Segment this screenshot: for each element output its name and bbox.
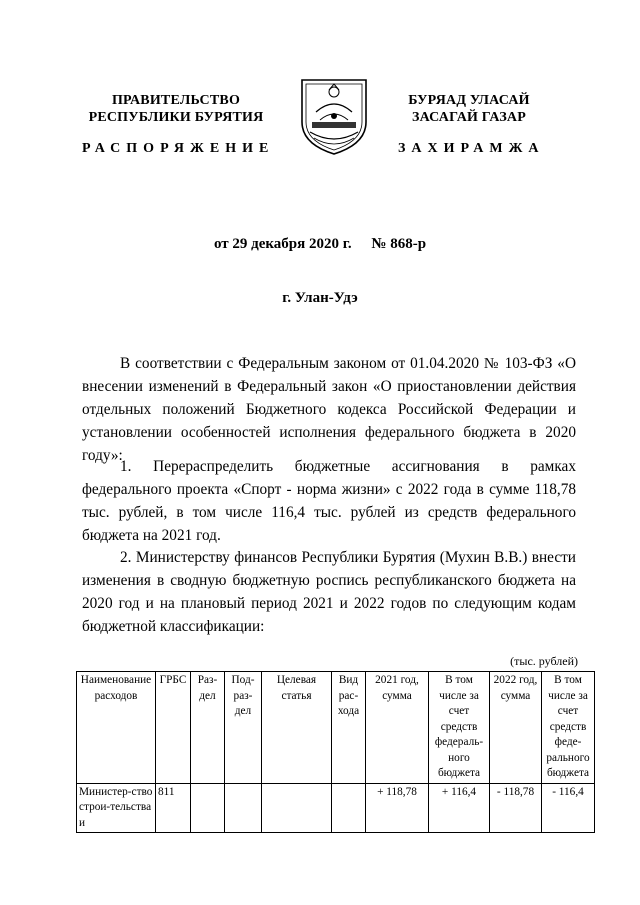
document-number: № 868-р [371,236,427,252]
header-2021-fed: В том числе за счет средств федераль-ного бюджета [429,672,490,784]
cell-name: Министер-ство строи-тельства и [77,783,156,833]
header-2021: 2021 год, сумма [366,672,429,784]
cell-2021-fed: + 116,4 [429,783,490,833]
order-title-buryat: ЗАХИРАМЖА [398,141,545,156]
cell-2022: - 118,78 [490,783,542,833]
budget-table [76,671,595,833]
table-row [77,783,595,833]
header-name: Наименование расходов [77,672,156,784]
clause-1-paragraph: 1. Перераспределить бюджетные ассигнования в рамках федерального проекта «Спорт - норма жизни» с 2022 года в сумме 118,78 тыс. рублей, в том числе 116,4 тыс. рублей из средств федерального бюджета на 2021 год. [82,458,576,544]
document-date: от 29 декабря 2020 г. [213,236,352,252]
header-razdel: Раз-дел [191,672,225,784]
table-header-row [77,672,595,784]
cell-grbs: 811 [156,783,191,833]
header-right-line1: БУРЯАД УЛАСАЙ [408,93,530,108]
document-date-number [0,236,640,253]
clause-2-paragraph: 2. Министерству финансов Республики Бурятия (Мухин В.В.) внести изменения в сводную бюджетную роспись республиканского бюджета на 2020 год и на плановый период 2021 и 2022 годов по следующим кодам бюджетной классификации: [82,549,576,635]
government-header-buryat [385,92,553,126]
table-units: (тыс. рублей) [510,654,578,668]
header-podrazdel: Под-раз-дел [225,672,262,784]
header-vid: Вид рас-хода [332,672,366,784]
buryatia-coat-of-arms-icon [296,72,372,156]
cell-podrazdel [225,783,262,833]
government-header [82,92,270,126]
cell-razdel [191,783,225,833]
preamble-paragraph: В соответствии с Федеральным законом от 01.04.2020 № 103-ФЗ «О внесении изменений в Федеральный закон «О приостановлении действия отдельных положений Бюджетного кодекса Российской Федерации и установлении особенностей исполнения федерального бюджета в 2020 году»: [82,355,576,464]
header-target: Целевая статья [262,672,332,784]
header-right-line2: ЗАСАГАЙ ГАЗАР [411,110,526,125]
cell-target [262,783,332,833]
cell-2022-fed: - 116,4 [542,783,595,833]
order-title: РАСПОРЯЖЕНИЕ [82,141,275,156]
header-2022-fed: В том числе за счет средств феде-рального бюджета [542,672,595,784]
header-2022: 2022 год, сумма [490,672,542,784]
header-left-line2: РЕСПУБЛИКИ БУРЯТИЯ [88,110,264,125]
header-left-line1: ПРАВИТЕЛЬСТВО [111,93,241,108]
header-grbs: ГРБС [156,672,191,784]
cell-2021: + 118,78 [366,783,429,833]
document-city: г. Улан-Удэ [282,290,358,306]
cell-vid [332,783,366,833]
